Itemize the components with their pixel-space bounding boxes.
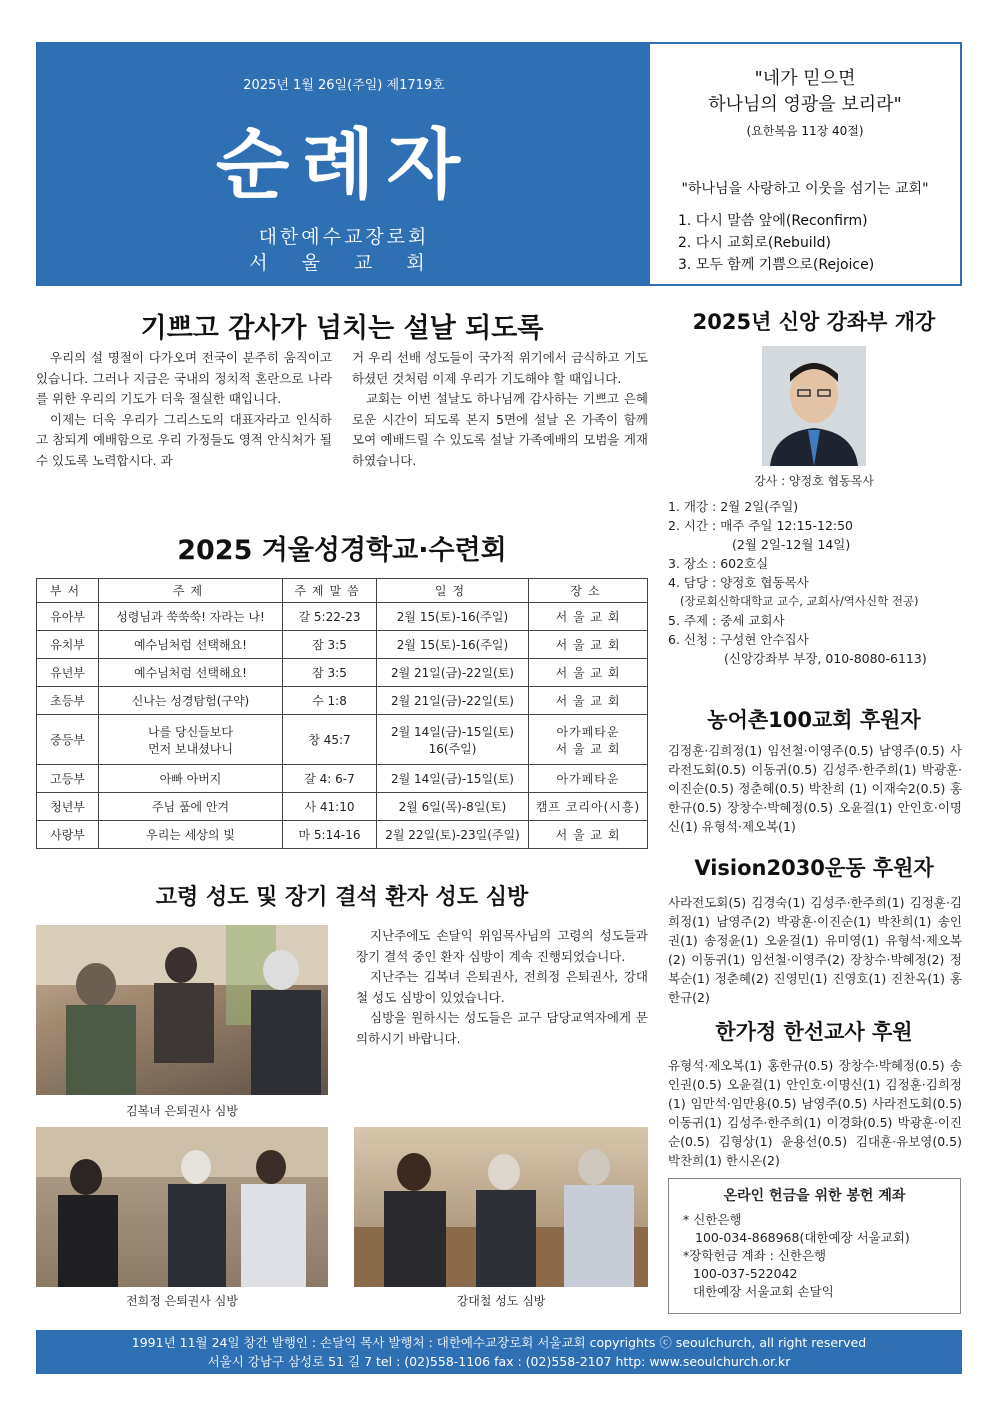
table-row xyxy=(37,765,648,793)
table-cell: 신나는 성경탐험(구약) xyxy=(99,687,283,715)
visit-photo-3 xyxy=(354,1127,648,1287)
table-cell: 2월 14일(금)-15일(토) 16(주일) xyxy=(377,715,529,765)
photo-caption-2: 전희정 은퇴권사 심방 xyxy=(126,1294,238,1308)
table-cell: 서 울 교 회 xyxy=(529,821,648,849)
visit-text: 지난주에도 손달익 위임목사님의 고령의 성도들과 장기 결석 중인 환자 심방이 계속 진행되었습니다. 지난주는 김복녀 은퇴권사, 전희정 은퇴권사, 강대철 성도 심방이 있었습니다. 심방을 원하시는 성도들은 교구 담당교역자에게 문의하시기 바랍니다. xyxy=(356,928,648,1046)
lecture-details: 1. 개강 : 2월 2일(주일) 2. 시간 : 매주 주일 12:15-12:50 (2월 2일-12월 14일) 3. 장소 : 602호실 4. 담당 : 양정호 협동목사 (장로회신학대학교 교수, 교회사/역사신학 전공) 5. 주제 : 중세 교회사 6. 신청 : 구성현 안수집사 (신앙강좌부 부장, 010-8080-6113) xyxy=(668,499,927,666)
table-cell: 사랑부 xyxy=(37,821,99,849)
photo-caption-1: 김복녀 은퇴권사 심방 xyxy=(126,1104,238,1118)
table-cell: 유년부 xyxy=(37,659,99,687)
table-row xyxy=(37,687,648,715)
missionary-title: 한가정 한선교사 후원 xyxy=(715,1020,913,1044)
table-cell: 중등부 xyxy=(37,715,99,765)
footer-publisher: 1991년 11월 24일 창간 발행인 : 손달익 목사 발행처 : 대한예수교장로회 서울교회 copyrights ⓒ seoulchurch, all right reserved xyxy=(131,1335,867,1350)
column-header: 장소 xyxy=(529,579,648,603)
table-header-row xyxy=(37,579,648,603)
visit-photo-2 xyxy=(36,1127,328,1287)
supporters100-title: 농어촌100교회 후원자 xyxy=(707,708,921,732)
table-cell: 잠 3:5 xyxy=(283,659,377,687)
table-cell: 서 울 교 회 xyxy=(529,603,648,631)
motto-panel xyxy=(650,44,960,284)
visit-title: 고령 성도 및 장기 결석 환자 성도 심방 xyxy=(155,885,529,910)
table-cell: 캠프 코리아(시흥) xyxy=(529,793,648,821)
table-cell: 2월 22일(토)-23일(주일) xyxy=(377,821,529,849)
table-cell: 아가페타운 xyxy=(529,765,648,793)
footer-bar xyxy=(36,1330,962,1374)
column-header: 일정 xyxy=(377,579,529,603)
table-cell: 2월 6일(목)-8일(토) xyxy=(377,793,529,821)
table-row xyxy=(37,603,648,631)
table-cell: 아빠 아버지 xyxy=(99,765,283,793)
table-row xyxy=(37,793,648,821)
missionary-names: 유형석·제오복(1) 홍한규(0.5) 장창수·박혜정(0.5) 송인권(0.5) 오윤걸(1) 안인호·이명신(1) 김정훈·김희정(1) 임만석·임만용(0.5) 남영주(0.5) 사라전도회(0.5) 이동귀(1) 김성주·한주희(1) 이경화(0.5) 박광훈·이진순(0.5) 김형상(1) 윤용선(0.5) 김대훈·유보영(0.5) 박찬희(1) 한시온(2) xyxy=(668,1058,962,1168)
masthead-box xyxy=(36,42,962,286)
table-cell: 유치부 xyxy=(37,631,99,659)
column-header: 주제말씀 xyxy=(283,579,377,603)
table-cell: 나를 당신들보다 먼저 보내셨나니 xyxy=(99,715,283,765)
table-cell: 2월 21일(금)-22일(토) xyxy=(377,659,529,687)
table-cell: 서 울 교 회 xyxy=(529,687,648,715)
offering-account-box: 온라인 헌금을 위한 봉헌 계좌 * 신한은행 100-034-868968(대한예장 서울교회) *장학헌금 계좌 : 신한은행 100-037-522042 대한예장 서울교회 손달익 xyxy=(668,1178,961,1314)
table-cell: 갈 5:22-23 xyxy=(283,603,377,631)
account-title: 온라인 헌금을 위한 봉헌 계좌 xyxy=(723,1188,906,1204)
article-column-2: 거 우리 선배 성도들이 국가적 위기에서 금식하고 기도하셨던 것처럼 이제 우리가 기도해야 할 때입니다. 교회는 이번 설날도 하나님께 감사하는 기쁘고 은혜로운 시간이 되도록 본지 5면에 설날 온 가족이 함께 모여 예배드릴 수 있도록 설날 가족예배의 모범을 게재하였습니다. xyxy=(352,350,648,468)
table-cell: 창 45:7 xyxy=(283,715,377,765)
table-cell: 청년부 xyxy=(37,793,99,821)
table-cell: 마 5:14-16 xyxy=(283,821,377,849)
table-cell: 2월 15(토)-16(주일) xyxy=(377,603,529,631)
table-cell: 고등부 xyxy=(37,765,99,793)
issue-date: 2025년 1월 26일(주일) 제1719호 xyxy=(243,78,445,93)
table-cell: 아가페타운 서 울 교 회 xyxy=(529,715,648,765)
goal-item: 3. 모두 함께 기쁨으로(Rejoice) xyxy=(678,257,875,273)
table-cell: 갈 4: 6-7 xyxy=(283,765,377,793)
table-row xyxy=(37,631,648,659)
table-cell: 예수님처럼 선택해요! xyxy=(99,659,283,687)
goal-item: 2. 다시 교회로(Rebuild) xyxy=(678,235,831,251)
table-row xyxy=(37,821,648,849)
column-header: 부서 xyxy=(37,579,99,603)
footer-address: 서울시 강남구 삼성로 51 길 7 tel : (02)558-1106 fax : (02)558-2107 http: www.seoulchurch.or.kr xyxy=(207,1354,791,1369)
vision2030-title: Vision2030운동 후원자 xyxy=(694,856,934,880)
table-cell: 서 울 교 회 xyxy=(529,659,648,687)
speaker-caption: 강사 : 양정호 협동목사 xyxy=(754,474,874,488)
speaker-portrait xyxy=(762,346,866,466)
newsletter-title: 순례자 xyxy=(215,120,473,209)
column-header: 주제 xyxy=(99,579,283,603)
table-cell: 유아부 xyxy=(37,603,99,631)
table-row xyxy=(37,715,648,765)
schedule-table xyxy=(36,578,648,849)
goals-list xyxy=(678,210,874,276)
table-row xyxy=(37,659,648,687)
verse-reference: (요한복음 11장 40절) xyxy=(746,124,864,138)
supporters100-names: 김정훈·김희정(1) 임선철·이영주(0.5) 남영주(0.5) 사라전도회(0.5) 이동귀(0.5) 김성주·한주희(1) 박광훈·이진순(0.5) 정춘혜(0.5) 박찬희 (1) 이재숙2(0.5) 홍한규(0.5) 장창수·박혜정(0.5) 오윤걸(1) 안인호·이명신(1) 유형석·제오복(1) xyxy=(668,743,962,834)
goal-item: 1. 다시 말씀 앞에(Reconfirm) xyxy=(678,213,868,229)
mission-statement: "하나님을 사랑하고 이웃을 섬기는 교회" xyxy=(681,181,929,197)
table-cell: 2월 15(토)-16(주일) xyxy=(377,631,529,659)
article-column-1: 우리의 설 명절이 다가오며 전국이 분주히 움직이고 있습니다. 그러나 지금은 국내의 정치적 혼란으로 나라를 위한 우리의 기도가 더욱 절실한 때입니다. 이제는 더욱 우리가 그리스도의 대표자라고 인식하고 참되게 예배함으로 우리 가정들도 영적 안식처가 될 수 있도록 노력합시다. 과 xyxy=(36,350,332,468)
table-cell: 초등부 xyxy=(37,687,99,715)
schedule-rows xyxy=(37,603,648,849)
table-cell: 잠 3:5 xyxy=(283,631,377,659)
church-name: 서 울 교 회 xyxy=(249,252,439,274)
schedule-title: 2025 겨울성경학교·수련회 xyxy=(177,535,507,566)
visit-photo-1 xyxy=(36,925,328,1095)
article-title: 기쁘고 감사가 넘치는 설날 되도록 xyxy=(140,313,544,344)
verse-quote: "네가 믿으면 하나님의 영광을 보리라" xyxy=(708,68,902,115)
table-cell: 성령님과 쑥쑥쑥! 자라는 나! xyxy=(99,603,283,631)
masthead-banner xyxy=(38,44,650,284)
table-cell: 예수님처럼 선택해요! xyxy=(99,631,283,659)
table-cell: 우리는 세상의 빛 xyxy=(99,821,283,849)
vision2030-names: 사라전도회(5) 김경숙(1) 김성주·한주희(1) 김정훈·김희정(1) 남영주(2) 박광훈·이진순(1) 박찬희(1) 송인권(1) 송정윤(1) 오윤걸(1) 유미영(1) 유형석·제오복(2) 이동귀(1) 임선철·이영주(2) 장창수·박혜정(2) 정복순(1) 정춘혜(2) 진영민(1) 진영호(1) 진찬옥(1) 홍한규(2) xyxy=(668,895,962,1005)
table-cell: 주님 품에 안겨 xyxy=(99,793,283,821)
table-cell: 서 울 교 회 xyxy=(529,631,648,659)
photo-caption-3: 강대철 성도 심방 xyxy=(456,1294,546,1308)
denomination-name: 대한예수교장로회 xyxy=(258,226,430,248)
table-cell: 2월 21일(금)-22일(토) xyxy=(377,687,529,715)
table-cell: 2월 14일(금)-15일(토) xyxy=(377,765,529,793)
table-cell: 수 1:8 xyxy=(283,687,377,715)
lecture-title: 2025년 신앙 강좌부 개강 xyxy=(692,310,936,334)
table-cell: 사 41:10 xyxy=(283,793,377,821)
